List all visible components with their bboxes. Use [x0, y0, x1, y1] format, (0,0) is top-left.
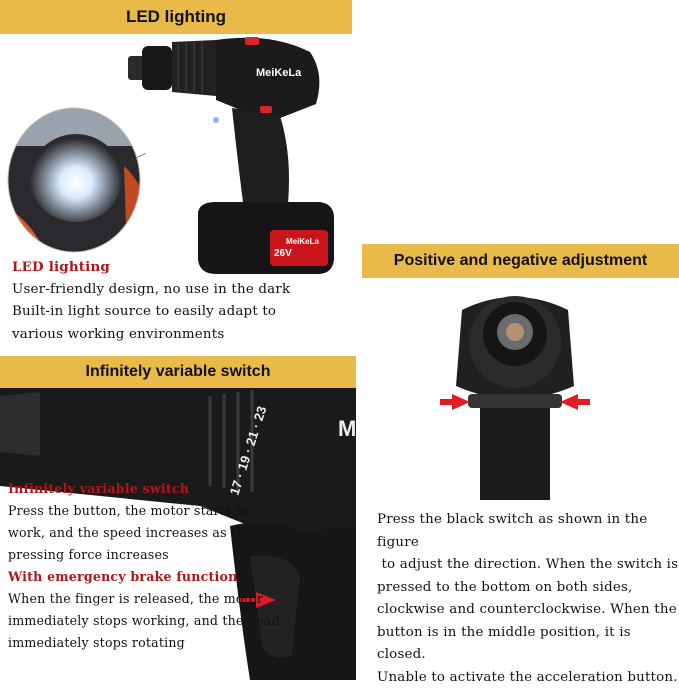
brand-partial: M [338, 416, 356, 441]
pos-line: pressed to the bottom on both sides, [377, 577, 679, 600]
direction-switch-illustration [440, 290, 590, 500]
inf-line: pressing force increases [8, 544, 280, 566]
variable-switch-banner-title: Infinitely variable switch [86, 363, 271, 381]
inf-line: work, and the speed increases as the [8, 522, 280, 544]
pos-line: Unable to activate the acceleration button. [377, 667, 679, 689]
emergency-brake-heading: With emergency brake function [8, 566, 280, 588]
positive-negative-banner [362, 244, 679, 278]
led-line: various working environments [12, 324, 290, 347]
led-line: User-friendly design, no use in the dark [12, 279, 290, 302]
positive-negative-banner-title: Positive and negative adjustment [394, 252, 647, 270]
inf-line: immediately stops working, and the head [8, 610, 280, 632]
pos-line: button is in the middle position, it is closed. [377, 622, 679, 667]
variable-switch-banner [0, 356, 356, 388]
led-description [12, 256, 290, 346]
pos-line: Press the black switch as shown in the figure [377, 509, 679, 554]
positive-negative-description [377, 509, 679, 689]
variable-switch-heading: Infinitely variable switch [8, 478, 280, 500]
drill-illustration [120, 34, 360, 284]
led-line: Built-in light source to easily adapt to [12, 301, 290, 324]
inf-line: When the finger is released, the motor [8, 588, 280, 610]
led-lighting-banner [0, 0, 352, 34]
led-heading: LED lighting [12, 256, 290, 279]
led-lighting-banner-title: LED lighting [126, 7, 226, 27]
inf-line: immediately stops rotating [8, 632, 280, 654]
battery-voltage: 26V [274, 248, 292, 259]
pos-line: clockwise and counterclockwise. When the [377, 599, 679, 622]
led-closeup-illustration [6, 106, 146, 256]
drill-brand-label: MeiKeLa [256, 67, 302, 79]
clutch-numbers: 17 · 19 · 21 · 23 [227, 404, 270, 497]
pos-line: to adjust the direction. When the switch is [377, 554, 679, 577]
variable-switch-description [8, 478, 280, 654]
inf-line: Press the button, the motor starts to [8, 500, 280, 522]
battery-brand: MeiKeLa [286, 237, 319, 246]
